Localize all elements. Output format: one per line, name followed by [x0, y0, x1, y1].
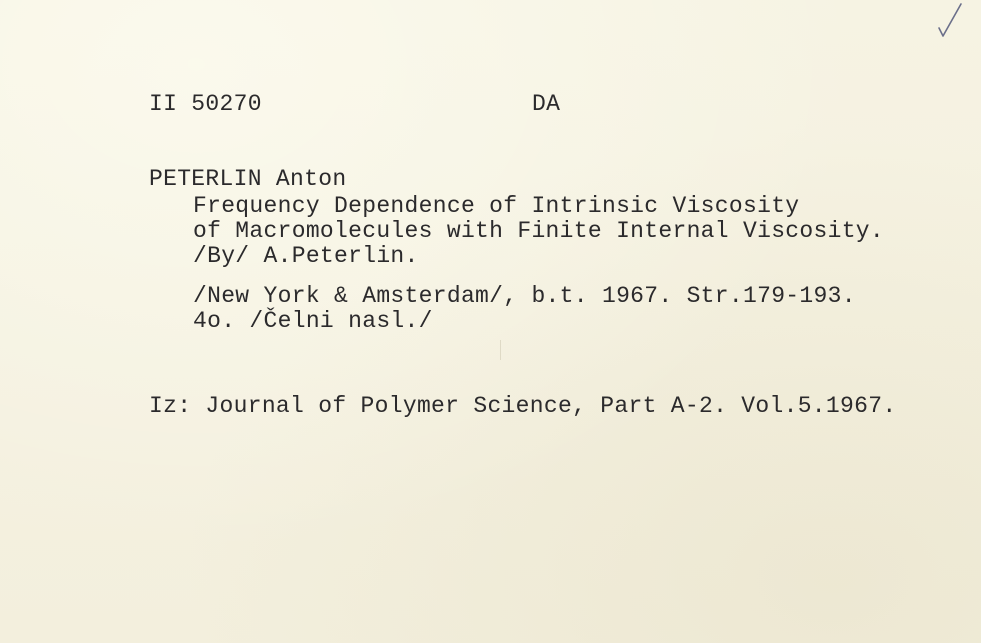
imprint-line: 4o. /Čelni nasl./ [193, 308, 433, 334]
call-number: II 50270 [149, 91, 262, 117]
title-line: Frequency Dependence of Intrinsic Viscosity [193, 193, 800, 219]
checkmark-icon [930, 0, 970, 42]
imprint-line: /New York & Amsterdam/, b.t. 1967. Str.179-193. [193, 283, 856, 309]
author-heading: PETERLIN Anton [149, 166, 347, 192]
source-note: Iz: Journal of Polymer Science, Part A-2. Vol.5.1967. [149, 393, 897, 419]
title-line: of Macromolecules with Finite Internal Viscosity. [193, 218, 885, 244]
title-line: /By/ A.Peterlin. [193, 243, 419, 269]
classification-code: DA [532, 91, 561, 117]
paper-mark [500, 340, 501, 360]
